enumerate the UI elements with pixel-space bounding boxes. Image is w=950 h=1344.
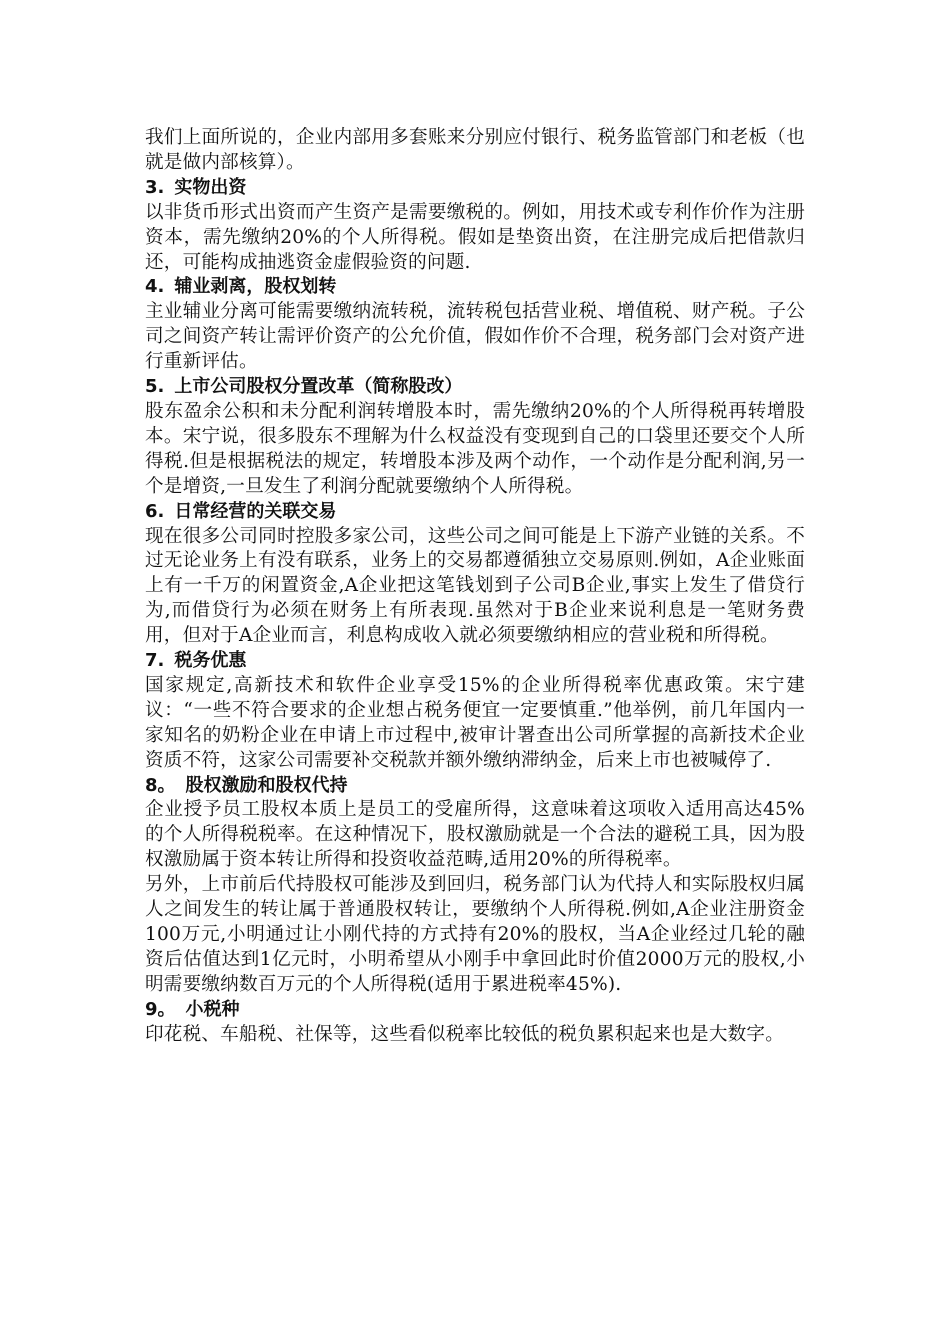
section-7 <box>145 649 805 774</box>
section-heading <box>145 375 805 400</box>
section-number: 8。 <box>145 774 176 796</box>
section-number: 7. <box>145 650 165 672</box>
section-paragraph: 以非货币形式出资而产生资产是需要缴税的。例如，用技术或专利作价作为注册资本，需先缴纳20%的个人所得税。假如是垫资出资，在注册完成后把借款归还，可能构成抽逃资金虚假验资的问题. <box>145 201 805 273</box>
section-title: 实物出资 <box>174 176 247 198</box>
section-4 <box>145 275 805 375</box>
section-heading <box>145 275 805 300</box>
section-heading <box>145 176 805 201</box>
section-paragraph: 股东盈余公积和未分配利润转增股本时，需先缴纳20%的个人所得税再转增股本。宋宁说，很多股东不理解为什么权益没有变现到自己的口袋里还要交个人所得税.但是根据税法的规定，转增股本涉及两个动作，一个动作是分配利润,另一个是增资,一旦发生了利润分配就要缴纳个人所得税。 <box>145 400 805 497</box>
section-paragraph: 主业辅业分离可能需要缴纳流转税，流转税包括营业税、增值税、财产税。子公司之间资产转让需评价资产的公允价值，假如作价不合理，税务部门会对资产进行重新评估。 <box>145 301 805 373</box>
intro-paragraph: 我们上面所说的，企业内部用多套账来分别应付银行、税务监管部门和老板（也就是做内部核算）。 <box>145 127 805 173</box>
section-paragraph: 印花税、车船税、社保等，这些看似税率比较低的税负累积起来也是大数字。 <box>145 1023 784 1045</box>
section-title: 上市公司股权分置改革（简称股改） <box>174 376 463 398</box>
section-title: 日常经营的关联交易 <box>174 500 337 522</box>
section-heading <box>145 500 805 525</box>
section-number: 4. <box>145 276 165 298</box>
section-heading <box>145 774 805 799</box>
section-paragraph: 另外，上市前后代持股权可能涉及到回归，税务部门认为代持人和实际股权归属人之间发生的转让属于普通股权转让，要缴纳个人所得税.例如,A企业注册资金100万元,小明通过让小刚代持的方式持有20%的股权，当A企业经过几轮的融资后估值达到1亿元时，小明希望从小刚手中拿回此时价值2000万元的股权,小明需要缴纳数百万元的个人所得税(适用于累进税率45%). <box>145 874 805 995</box>
section-5 <box>145 375 805 500</box>
section-paragraph: 现在很多公司同时控股多家公司，这些公司之间可能是上下游产业链的关系。不过无论业务上有没有联系，业务上的交易都遵循独立交易原则.例如，A企业账面上有一千万的闲置资金,A企业把这笔钱划到子公司B企业,事实上发生了借贷行为,而借贷行为必须在财务上有所表现.虽然对于B企业来说利息是一笔财务费用，但对于A企业而言，利息构成收入就必须要缴纳相应的营业税和所得税。 <box>145 525 805 647</box>
section-heading <box>145 998 805 1023</box>
section-number: 3. <box>145 176 165 198</box>
document-body <box>145 126 805 1048</box>
section-3 <box>145 176 805 276</box>
section-heading <box>145 649 805 674</box>
section-title: 辅业剥离，股权划转 <box>174 276 337 298</box>
section-6 <box>145 500 805 649</box>
section-paragraph: 国家规定,高新技术和软件企业享受15%的企业所得税率优惠政策。宋宁建议：“一些不符合要求的企业想占税务便宜一定要慎重.”他举例，前几年国内一家知名的奶粉企业在申请上市过程中,被审计署查出公司所掌握的高新技术企业资质不符，这家公司需要补交税款并额外缴纳滞纳金，后来上市也被喊停了. <box>145 674 805 771</box>
section-title: 股权激励和股权代持 <box>185 774 348 796</box>
section-title: 税务优惠 <box>174 650 247 672</box>
section-number: 9。 <box>145 998 176 1020</box>
section-number: 6. <box>145 500 165 522</box>
section-8 <box>145 774 805 998</box>
section-9 <box>145 998 805 1048</box>
section-paragraph: 企业授予员工股权本质上是员工的受雇所得，这意味着这项收入适用高达45%的个人所得税税率。在这种情况下，股权激励就是一个合法的避税工具，因为股权激励属于资本转让所得和投资收益范畴,适用20%的所得税率。 <box>145 799 805 871</box>
section-title: 小税种 <box>185 998 240 1020</box>
section-number: 5. <box>145 376 165 398</box>
